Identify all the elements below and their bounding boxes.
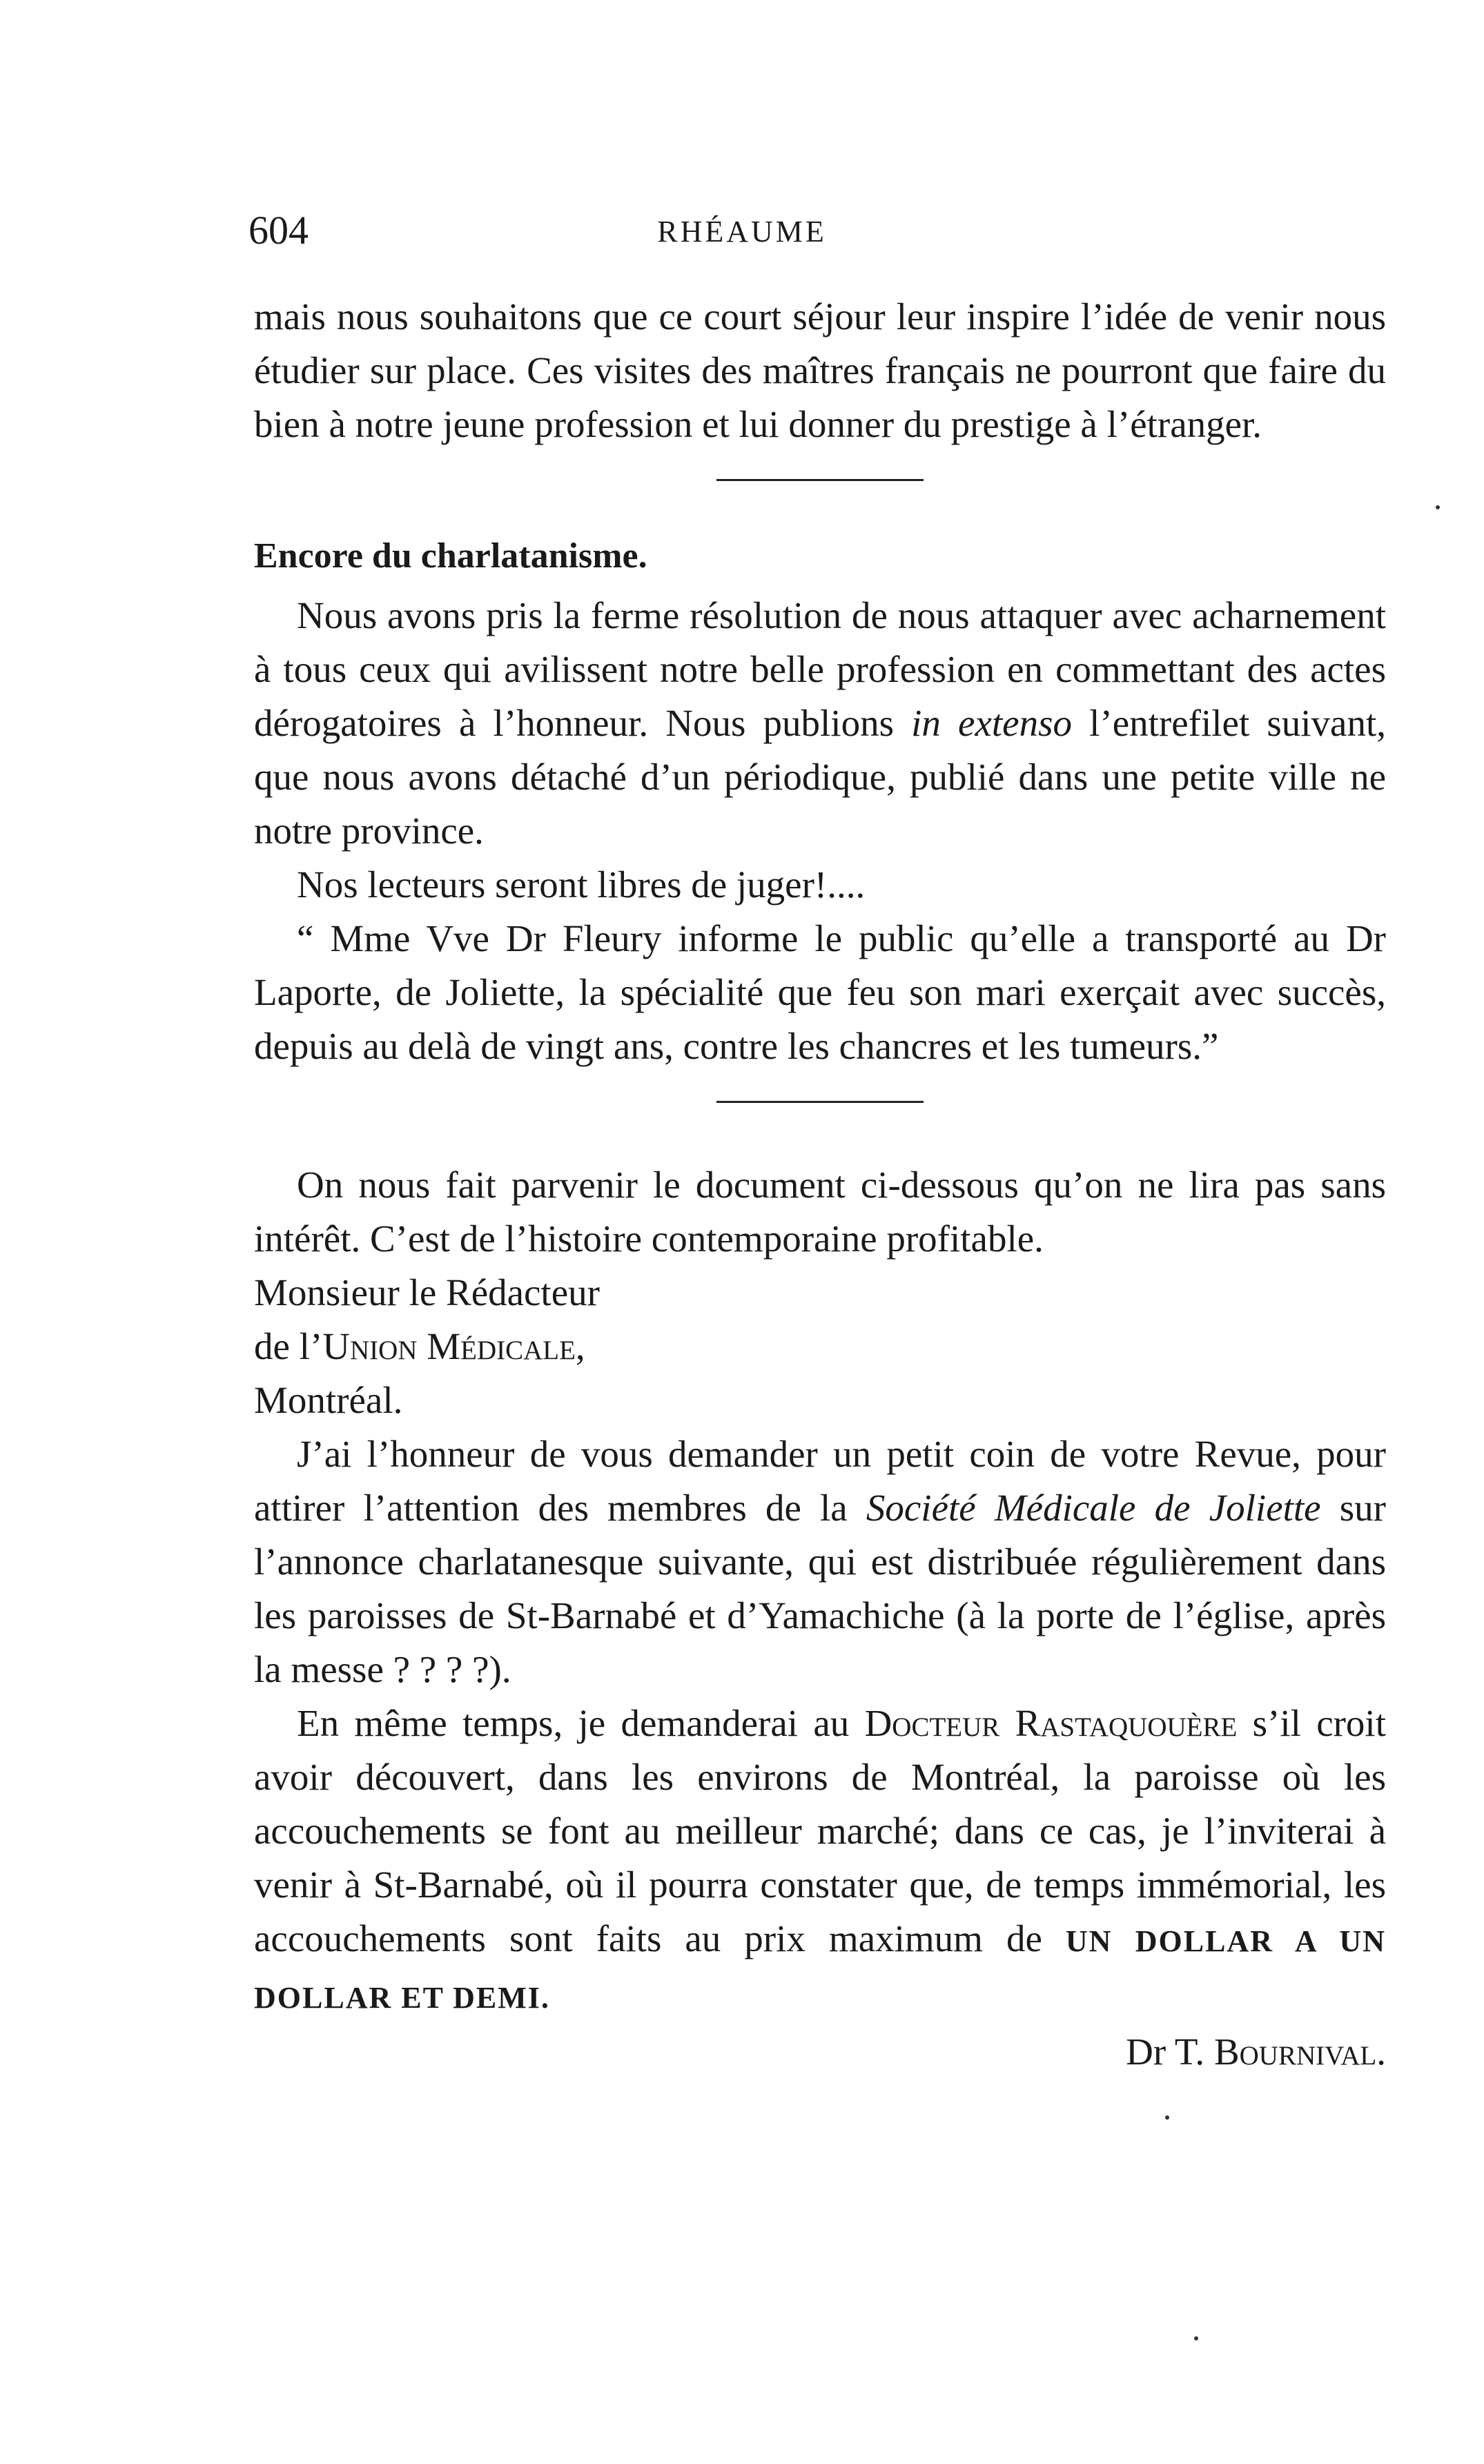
letter-paragraph-1 bbox=[254, 1427, 1386, 1697]
section1-paragraph-2: Nos lecteurs seront libres de juger!.... bbox=[297, 863, 866, 906]
address-line-1: Monsieur le Rédacteur bbox=[254, 1271, 600, 1313]
small-caps-text: Bournival. bbox=[1213, 2031, 1386, 2073]
intro-paragraph: mais nous souhaitons que ce court séjour leur inspire l’idée de venir nous étudier sur place. Ces visites des maîtres français ne pourront que faire du bien à notre jeune profession et lui donner du prestige à l’étranger. bbox=[254, 295, 1386, 445]
section-heading: Encore du charlatanisme. bbox=[254, 536, 647, 576]
address-line-3: Montréal. bbox=[254, 1379, 403, 1421]
small-caps-text: Docteur Rastaquouère bbox=[864, 1702, 1238, 1744]
italic-text: Société Médicale de Joliette bbox=[866, 1487, 1321, 1529]
text-run: de l’ bbox=[254, 1325, 323, 1367]
text-run: Dr T. bbox=[1126, 2031, 1214, 2073]
section1-paragraph-1 bbox=[254, 589, 1386, 858]
italic-text: in extenso bbox=[911, 702, 1072, 744]
text-run: l’entrefilet suivant, que nous avons détaché d’un périodique, publié dans une petite ville ne notre province. bbox=[254, 702, 1386, 852]
caps-text: UN DOLLAR A UN DOLLAR ET DEMI. bbox=[254, 1924, 1386, 2015]
section-divider bbox=[716, 479, 924, 481]
text-run: sur l’annonce charlatanesque suivante, qui est distribuée régulièrement dans les paroisses de St-Barnabé et d’Yamachiche (à la porte de l’église, après la messe ? ? ? ?). bbox=[254, 1487, 1386, 1690]
quoted-advertisement: “ Mme Vve Dr Fleury informe le public qu’elle a transporté au Dr Laporte, de Joliette, la spécialité que feu son mari exerçait avec succès, depuis au delà de vingt ans, contre les chancres et les tumeurs.” bbox=[254, 917, 1386, 1067]
address-line-2 bbox=[254, 1320, 1386, 1373]
signature bbox=[254, 2025, 1386, 2079]
scan-speck bbox=[1194, 2336, 1198, 2340]
text-run: s’il croit avoir découvert, dans les environs de Montréal, la paroisse où les accouchements se font au meilleur marché; dans ce cas, je l’inviterai à venir à St-Barnabé, où il pourra constater que, de temps immémorial, les accouchements sont faits au prix maximum de bbox=[254, 1702, 1386, 1959]
page-number: 604 bbox=[248, 208, 309, 253]
text-run: En même temps, je demanderai au bbox=[297, 1702, 865, 1744]
section2-paragraph-1: On nous fait parvenir le document ci-dessous qu’on ne lira pas sans intérêt. C’est de l’histoire contemporaine profitable. bbox=[254, 1164, 1386, 1260]
text-run: , bbox=[575, 1325, 585, 1367]
scan-speck bbox=[1436, 505, 1440, 509]
section-divider bbox=[716, 1101, 924, 1103]
running-head: RHÉAUME bbox=[657, 215, 827, 248]
page-body bbox=[254, 290, 1386, 2079]
letter-paragraph-2 bbox=[254, 1697, 1386, 2025]
page-header bbox=[0, 207, 1484, 269]
scan-speck bbox=[1165, 2115, 1169, 2120]
small-caps-text: Union Médicale bbox=[322, 1325, 576, 1367]
text-run: J’ai l’honneur de vous demander un petit coin de votre Revue, pour attirer l’attention des membres de la bbox=[254, 1433, 1386, 1529]
text-run: Nous avons pris la ferme résolution de nous attaquer avec acharnement à tous ceux qui avilissent notre belle profession en commettant des actes dérogatoires à l’honneur. Nous publions bbox=[254, 594, 1386, 744]
